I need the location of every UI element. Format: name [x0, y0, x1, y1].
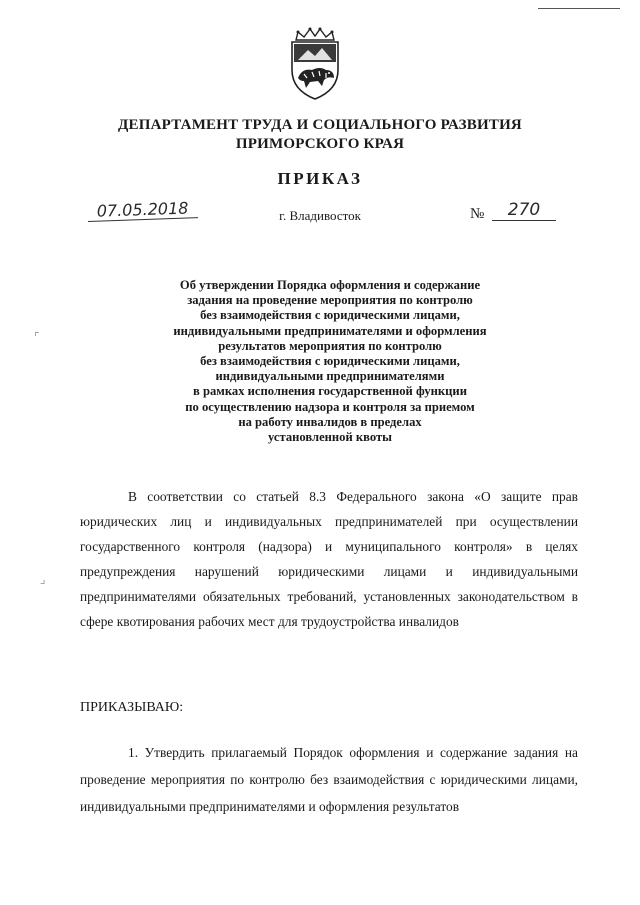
subject-line: результатов мероприятия по контролю [218, 338, 442, 353]
scan-punch-mark: ⌟ [40, 572, 46, 586]
subject-line: на работу инвалидов в пределах [238, 414, 422, 429]
coat-of-arms-emblem [284, 26, 346, 102]
subject-line: установленной квоты [268, 430, 392, 445]
subject-line: Об утверждении Порядка оформления и содержание [179, 278, 481, 292]
preamble-paragraph: В соответствии со статьей 8.3 Федерального закона «О защите прав юридических лиц и индивидуальных предпринимателей при осуществлении государственного контроля (надзора) и муниципального контроля» в целях предупреждения нарушений юридическими лицами и индивидуальными предпринимателями обязательных требований, установленных законодательством в сфере квотирования рабочих мест для трудоустройства инвалидов [80, 489, 578, 629]
document-type-title: ПРИКАЗ [277, 169, 363, 188]
subject-line: без взаимодействия с юридическими лицами, [200, 308, 460, 323]
order-subject-heading [80, 278, 580, 445]
city-name: г. Владивосток [279, 208, 361, 223]
order-date-handwritten: 07.05.2018 [87, 198, 198, 222]
subject-line: без взаимодействия с юридическими лицами, [200, 354, 460, 369]
scan-punch-mark: ⌜ [34, 330, 40, 344]
subject-line: индивидуальными предпринимателями и оформления [173, 323, 487, 338]
subject-line: по осуществлению надзора и контроля за приемом [185, 399, 475, 414]
department-name [0, 116, 640, 154]
order-number-label: № [470, 206, 485, 222]
subject-line: индивидуальными предпринимателями [215, 369, 445, 384]
orders-keyword: ПРИКАЗЫВАЮ: [80, 700, 184, 715]
department-line-1: ДЕПАРТАМЕНТ ТРУДА И СОЦИАЛЬНОГО РАЗВИТИЯ [118, 117, 522, 133]
order-number-handwritten: 270 [492, 200, 556, 221]
department-line-2: ПРИМОРСКОГО КРАЯ [235, 136, 405, 152]
subject-line: в рамках исполнения государственной функции [193, 384, 467, 399]
scan-corner-line [538, 8, 620, 9]
subject-line: задания на проведение мероприятия по контролю [187, 293, 473, 308]
order-point-1: 1. Утвердить прилагаемый Порядок оформления и содержание задания на проведение мероприятия по контролю без взаимодействия с юридическими лицами, индивидуальными предпринимателями и оформления результатов [80, 745, 578, 814]
